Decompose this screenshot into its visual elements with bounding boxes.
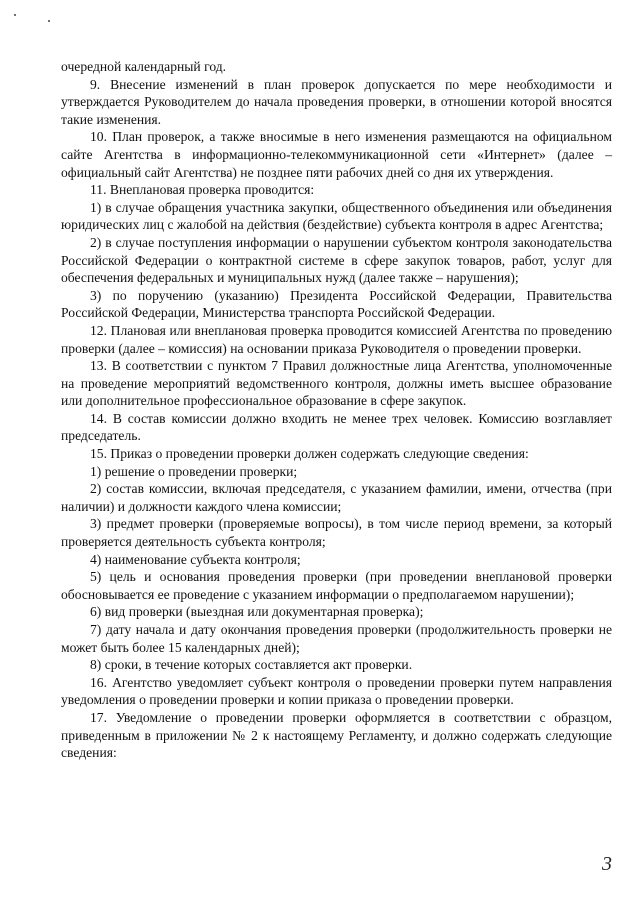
paragraph: 1) в случае обращения участника закупки, общественного объединения или объединения юридических лиц с жалобой на действия (бездействие) субъекта контроля в адрес Агентства; xyxy=(61,199,612,233)
page-number: 3 xyxy=(602,853,612,875)
paragraph: 8) сроки, в течение которых составляется акт проверки. xyxy=(90,657,413,673)
paragraph: 2) в случае поступления информации о нарушении субъектом контроля законодательства Российской Федерации о контрактной системе в сфере закупок товаров, работ, услуг для обеспечения федеральных и муниципальных нужд (далее также – нарушения); xyxy=(61,234,612,286)
paragraph: 4) наименование субъекта контроля; xyxy=(90,551,301,567)
paragraph: 3) предмет проверки (проверяемые вопросы), в том числе период времени, за который проверяется деятельность субъекта контроля; xyxy=(61,516,612,550)
scan-speck xyxy=(14,14,16,16)
paragraph: 3) по поручению (указанию) Президента Российской Федерации, Правительства Российской Федерации, Министерства транспорта Российской Федерации. xyxy=(61,287,612,321)
paragraph: 17. Уведомление о проведении проверки оформляется в соответствии с образцом, приведенным в приложении № 2 к настоящему Регламенту, и должно содержать следующие сведения: xyxy=(61,709,612,761)
paragraph: 7) дату начала и дату окончания проведения проверки (продолжительность проверки не может быть более 15 календарных дней); xyxy=(61,622,612,655)
paragraph: 11. Внеплановая проверка проводится: xyxy=(90,182,315,198)
paragraph: 16. Агентство уведомляет субъект контроля о проведении проверки путем направления уведомления о проведении проверки и копии приказа о проведении проверки. xyxy=(61,674,612,708)
paragraph: 5) цель и основания проведения проверки (при проведении внеплановой проверки обосновывается ее проведение с указанием информации о предполагаемом нарушении); xyxy=(61,569,612,602)
paragraph: 2) состав комиссии, включая председателя, с указанием фамилии, имени, отчества (при наличии) и должности каждого члена комиссии; xyxy=(61,481,612,514)
paragraph: 6) вид проверки (выездная или документарная проверка); xyxy=(90,604,424,620)
paragraph: 14. В состав комиссии должно входить не менее трех человек. Комиссию возглавляет председатель. xyxy=(61,410,612,444)
document-body xyxy=(61,58,612,762)
paragraph: 9. Внесение изменений в план проверок допускается по мере необходимости и утверждается Руководителем до начала проведения проверки, в отношении которой вносятся такие изменения. xyxy=(61,76,612,127)
paragraph: очередной календарный год. xyxy=(61,59,227,74)
paragraph: 1) решение о проведении проверки; xyxy=(90,463,298,479)
scan-speck xyxy=(48,20,50,22)
paragraph: 10. План проверок, а также вносимые в него изменения размещаются на официальном сайте Агентства в информационно-телекоммуникационной сети «Интернет» (далее – официальный сайт Агентства) не позднее пяти рабочих дней со дня их утверждения. xyxy=(61,129,612,180)
paragraph: 13. В соответствии с пунктом 7 Правил должностные лица Агентства, уполномоченные на проведение мероприятий ведомственного контроля, должны иметь высшее образование или дополнительное профессиональное образование в сфере закупок. xyxy=(61,358,612,409)
paragraph: 15. Приказ о проведении проверки должен содержать следующие сведения: xyxy=(90,446,529,462)
paragraph: 12. Плановая или внеплановая проверка проводится комиссией Агентства по проведению проверки (далее – комиссия) на основании приказа Руководителя о проведении проверки. xyxy=(61,322,612,356)
